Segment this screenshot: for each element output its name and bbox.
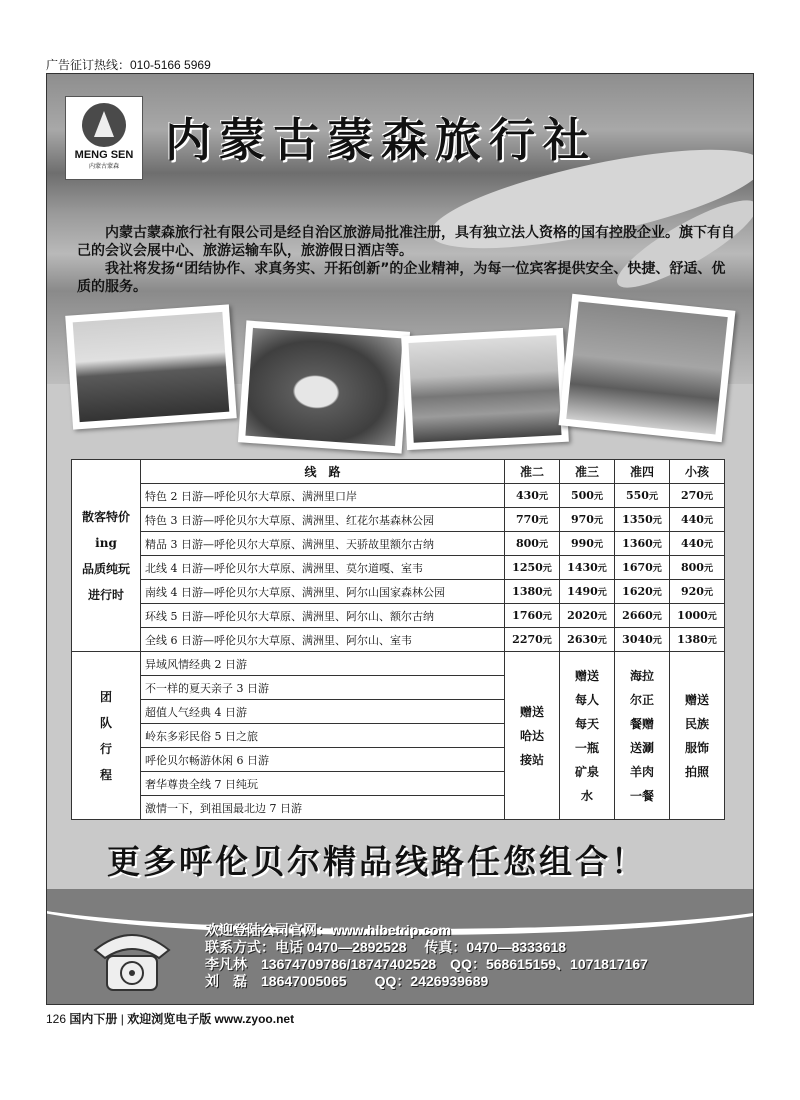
page-number: 126 (46, 1012, 67, 1026)
price-cell: 1620元 (615, 580, 670, 604)
side-label-text: 团 (99, 689, 112, 704)
table-row (72, 628, 725, 652)
route-name-cell: 环线 5 日游—呼伦贝尔大草原、满洲里、阿尔山、额尔古纳 (141, 604, 505, 628)
route-name-cell: 精品 3 日游—呼伦贝尔大草原、满洲里、天骄故里额尔古纳 (141, 532, 505, 556)
company-logo (65, 96, 143, 180)
group-tour-name: 异域风情经典 2 日游 (141, 652, 505, 676)
ad-hotline: 广告征订热线：010-5166 5969 (46, 58, 211, 72)
price-cell: 270元 (670, 484, 725, 508)
route-name-cell: 特色 2 日游—呼伦贝尔大草原、满洲里口岸 (141, 484, 505, 508)
slogan: 更多呼伦贝尔精品线路任您组合！ (107, 842, 647, 881)
price-cell: 2270元 (505, 628, 560, 652)
price-cell: 1360元 (615, 532, 670, 556)
price-cell: 440元 (670, 532, 725, 556)
price-cell: 1670元 (615, 556, 670, 580)
photo-dome-building (65, 304, 237, 429)
intro-paragraph-2: 我社将发扬“团结协作、求真务实、开拓创新”的企业精神，为每一位宾客提供安全、快捷、舒适、优质的服务。 (77, 261, 726, 295)
route-price-table (71, 459, 725, 820)
table-header-cell: 小孩 (670, 460, 725, 484)
side-label-individual (72, 460, 141, 652)
gift-cell (615, 652, 670, 820)
contact-liu-line: 刘 磊 18647005065 QQ：2426939689 (205, 973, 489, 989)
side-label-text: 品质纯玩 (81, 561, 130, 576)
gift-cell (560, 652, 615, 820)
table-header-cell: 准二 (505, 460, 560, 484)
route-name-cell: 全线 6 日游—呼伦贝尔大草原、满洲里、阿尔山、室韦 (141, 628, 505, 652)
section-name: 国内下册 (69, 1012, 118, 1026)
gift-cell (505, 652, 560, 820)
price-cell: 920元 (670, 580, 725, 604)
gift-cell (670, 652, 725, 820)
price-cell: 970元 (560, 508, 615, 532)
route-name-cell: 特色 3 日游—呼伦贝尔大草原、满洲里、红花尔基森林公园 (141, 508, 505, 532)
group-tour-name: 不一样的夏天亲子 3 日游 (141, 676, 505, 700)
logo-en-text: MENG SEN (74, 149, 134, 161)
price-cell: 2660元 (615, 604, 670, 628)
tree-logo-icon (82, 103, 126, 147)
website-line[interactable]: 欢迎登陆公司官网：www.hlbetrip.com (205, 922, 452, 938)
contact-li-line: 李凡林 13674709786/18747402528 QQ：568615159、1071817167 (205, 956, 648, 972)
price-cell: 1000元 (670, 604, 725, 628)
gift-text: 赠送 每人 每天 一瓶 矿泉 水 (574, 668, 599, 803)
price-cell: 440元 (670, 508, 725, 532)
photo-crater-lake (238, 320, 410, 453)
side-label-group (72, 652, 141, 820)
side-label-text: 进行时 (87, 587, 124, 602)
price-cell: 770元 (505, 508, 560, 532)
phone-fax-line: 联系方式：电话 0470—2892528 传真：0470—8333618 (205, 939, 567, 955)
side-label-text: 程 (99, 767, 112, 782)
table-row (72, 508, 725, 532)
group-tour-name: 激情一下，到祖国最北边 7 日游 (141, 796, 505, 820)
price-cell: 1350元 (615, 508, 670, 532)
table-row (72, 532, 725, 556)
table-row (72, 556, 725, 580)
group-tour-name: 超值人气经典 4 日游 (141, 700, 505, 724)
price-cell: 1380元 (670, 628, 725, 652)
company-title: 内蒙古蒙森旅行社 (165, 113, 597, 167)
table-header-cell: 准四 (615, 460, 670, 484)
gift-text: 赠送 哈达 接站 (519, 704, 544, 767)
contact-info (205, 922, 648, 990)
footer-link[interactable]: 欢迎浏览电子版 www.zyoo.net (127, 1012, 295, 1026)
price-cell: 1380元 (505, 580, 560, 604)
side-label-text: ing (95, 535, 117, 550)
group-tour-name: 呼伦贝尔畅游休闲 6 日游 (141, 748, 505, 772)
ad-frame (46, 73, 754, 1005)
photo-border-monument (559, 294, 736, 442)
photo-stone-sculptures (401, 328, 569, 450)
telephone-icon (87, 926, 177, 996)
page-footer: 126 国内下册 | 欢迎浏览电子版 www.zyoo.net (46, 1012, 295, 1026)
price-cell: 1760元 (505, 604, 560, 628)
price-cell: 1250元 (505, 556, 560, 580)
price-cell: 800元 (670, 556, 725, 580)
intro-text (77, 224, 737, 296)
table-header-cell: 线 路 (141, 460, 505, 484)
route-name-cell: 北线 4 日游—呼伦贝尔大草原、满洲里、莫尔道嘎、室韦 (141, 556, 505, 580)
group-tour-row (72, 652, 725, 676)
price-cell: 500元 (560, 484, 615, 508)
group-tour-name: 奢华尊贵全线 7 日纯玩 (141, 772, 505, 796)
gift-text: 海拉 尔正 餐赠 送涮 羊肉 一餐 (629, 668, 654, 803)
side-label-text: 散客特价 (81, 509, 130, 524)
side-label-text: 队 (99, 715, 112, 730)
price-cell: 1490元 (560, 580, 615, 604)
price-cell: 3040元 (615, 628, 670, 652)
side-label-text: 行 (99, 741, 112, 756)
price-cell: 430元 (505, 484, 560, 508)
table-row (72, 484, 725, 508)
price-cell: 1430元 (560, 556, 615, 580)
price-cell: 2020元 (560, 604, 615, 628)
price-cell: 550元 (615, 484, 670, 508)
table-header-cell: 准三 (560, 460, 615, 484)
table-row (72, 604, 725, 628)
price-cell: 990元 (560, 532, 615, 556)
group-tour-name: 岭东多彩民俗 5 日之旅 (141, 724, 505, 748)
price-cell: 2630元 (560, 628, 615, 652)
logo-cn-text: 内蒙古蒙森 (88, 163, 119, 170)
route-name-cell: 南线 4 日游—呼伦贝尔大草原、满洲里、阿尔山国家森林公园 (141, 580, 505, 604)
intro-paragraph-1: 内蒙古蒙森旅行社有限公司是经自治区旅游局批准注册，具有独立法人资格的国有控股企业。旗下有自己的会议会展中心、旅游运输车队，旅游假日酒店等。 (77, 225, 735, 259)
price-cell: 800元 (505, 532, 560, 556)
table-row (72, 580, 725, 604)
table-header-row (72, 460, 725, 484)
gift-text: 赠送 民族 服饰 拍照 (684, 692, 709, 779)
